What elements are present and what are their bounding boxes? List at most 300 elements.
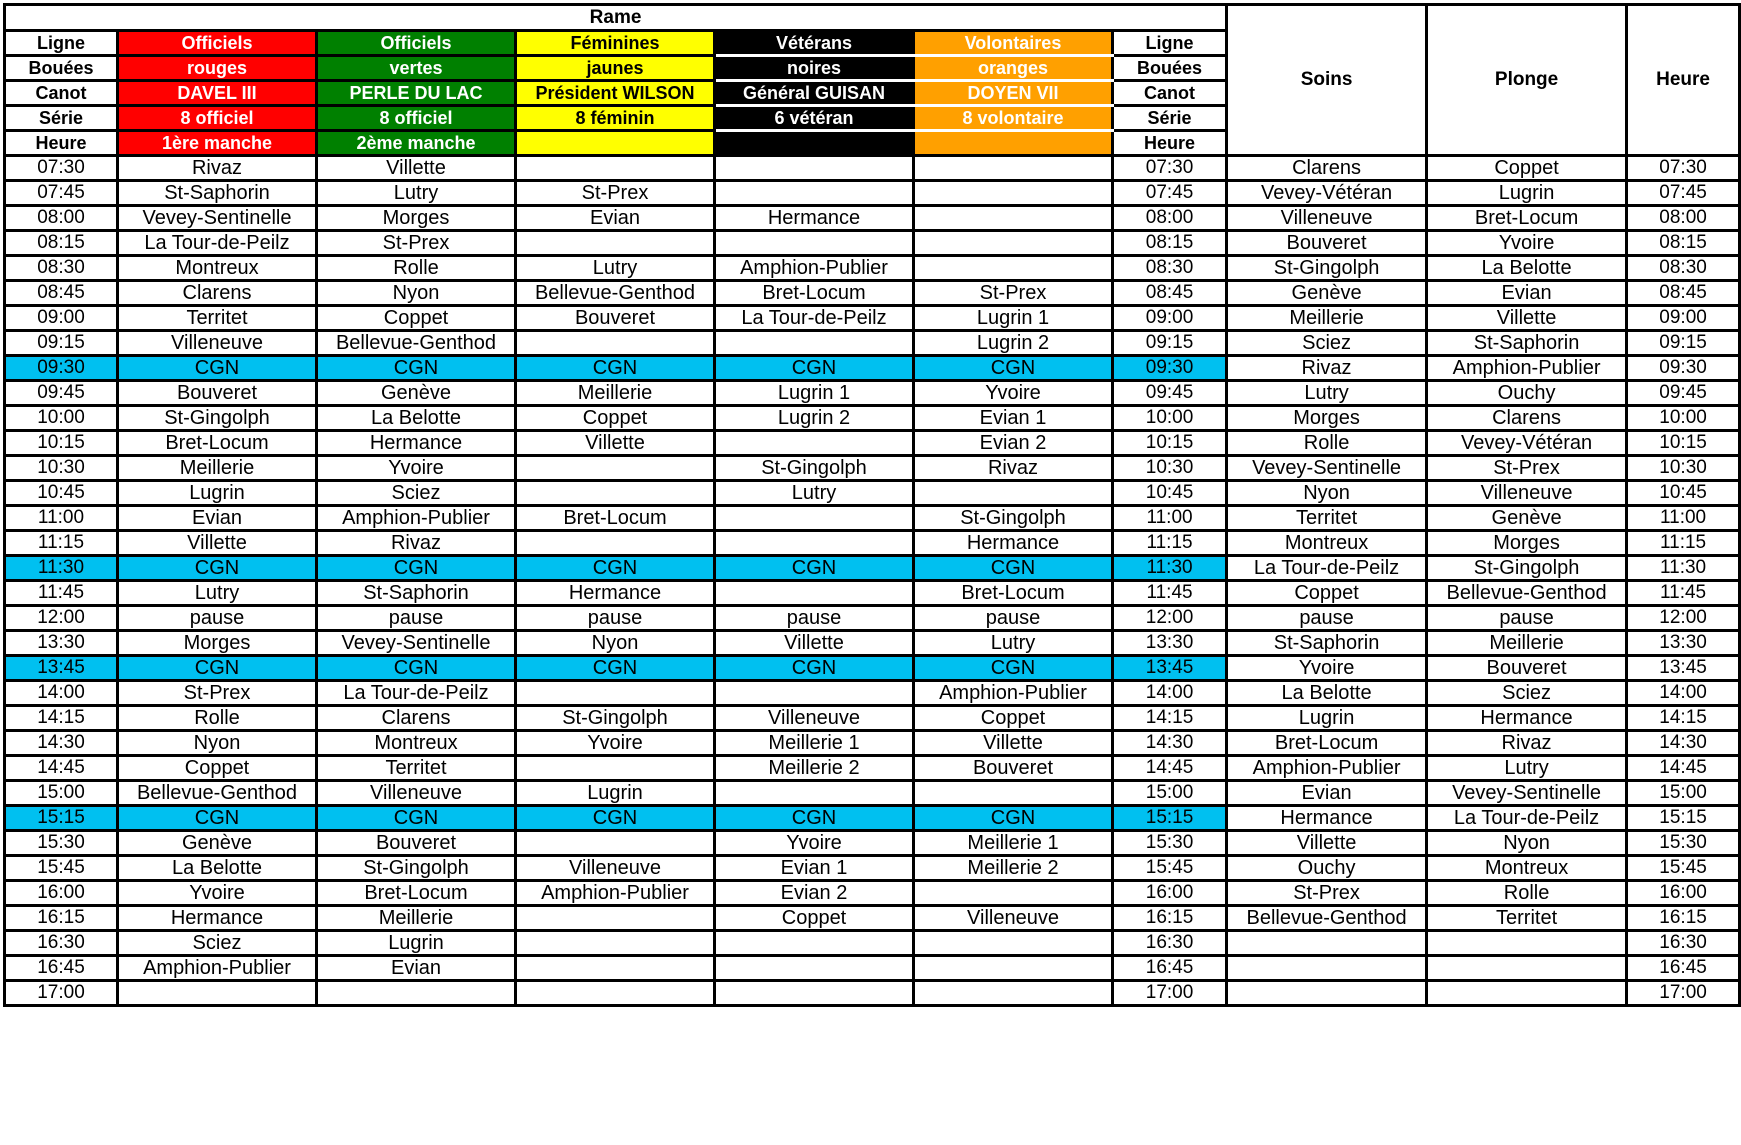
schedule-row [5,831,1740,856]
schedule-row [5,181,1740,206]
time-cell: 15:45 [5,856,118,881]
soins-cell: Lugrin [1227,706,1427,731]
schedule-row [5,256,1740,281]
lane-volontaires-serie: 8 volontaire [914,106,1113,131]
lane-volontaires-cell: Evian 1 [914,406,1113,431]
plonge-cell: La Belotte [1427,256,1627,281]
schedule-row [5,581,1740,606]
lane-veterans-cell [715,781,914,806]
lane-officiels-rouges-serie: 8 officiel [118,106,317,131]
time-cell-mid: 16:45 [1113,956,1227,981]
plonge-cell: St-Saphorin [1427,331,1627,356]
lane-officiels-rouges-cell: Sciez [118,931,317,956]
lane-feminines-cell: Bouveret [516,306,715,331]
plonge-cell: Rolle [1427,881,1627,906]
plonge-cell [1427,981,1627,1006]
section-title: Rame [5,5,1227,31]
lane-veterans-cell [715,181,914,206]
lane-volontaires-cell: Meillerie 1 [914,831,1113,856]
time-cell: 10:45 [5,481,118,506]
soins-cell: Coppet [1227,581,1427,606]
lane-veterans-canot: Général GUISAN [715,81,914,106]
soins-cell [1227,931,1427,956]
schedule-row [5,806,1740,831]
soins-cell: Montreux [1227,531,1427,556]
lane-feminines-cell: Yvoire [516,731,715,756]
lane-officiels-vertes-cell: Bellevue-Genthod [317,331,516,356]
lane-volontaires-cell: Meillerie 2 [914,856,1113,881]
lane-veterans-cell: CGN [715,556,914,581]
time-cell-mid: 11:45 [1113,581,1227,606]
time-cell: 07:45 [5,181,118,206]
lane-feminines-cell [516,681,715,706]
lane-officiels-rouges-cell: CGN [118,806,317,831]
lane-feminines-cell [516,156,715,181]
lane-veterans-cell [715,981,914,1006]
soins-cell: Nyon [1227,481,1427,506]
schedule-sheet [3,3,1738,1142]
plonge-cell: Clarens [1427,406,1627,431]
time-cell-right: 17:00 [1627,981,1740,1006]
time-cell-right: 16:45 [1627,956,1740,981]
lane-officiels-vertes-cell: Montreux [317,731,516,756]
lane-feminines-cell [516,756,715,781]
plonge-cell: Morges [1427,531,1627,556]
lane-feminines-cell: CGN [516,656,715,681]
lane-feminines-canot: Président WILSON [516,81,715,106]
lane-volontaires-cell: Lugrin 2 [914,331,1113,356]
lane-officiels-rouges-cell: Amphion-Publier [118,956,317,981]
time-cell-right: 07:45 [1627,181,1740,206]
lane-feminines-cell [516,531,715,556]
lane-officiels-vertes-cell: Yvoire [317,456,516,481]
side-label-right-canot: Canot [1113,81,1227,106]
lane-officiels-rouges-bouees: rouges [118,56,317,81]
plonge-cell: Villeneuve [1427,481,1627,506]
time-cell: 14:45 [5,756,118,781]
lane-officiels-vertes-cell: CGN [317,806,516,831]
lane-officiels-rouges-cell: Genève [118,831,317,856]
side-label-right-ligne: Ligne [1113,31,1227,56]
schedule-row [5,931,1740,956]
time-cell-mid: 09:45 [1113,381,1227,406]
lane-officiels-vertes-cell: Meillerie [317,906,516,931]
lane-feminines-cell: Villette [516,431,715,456]
schedule-row [5,431,1740,456]
plonge-cell: Bret-Locum [1427,206,1627,231]
schedule-row [5,456,1740,481]
lane-volontaires-cell: Lugrin 1 [914,306,1113,331]
time-cell-mid: 10:45 [1113,481,1227,506]
schedule-row [5,756,1740,781]
schedule-row [5,231,1740,256]
lane-volontaires-cell: CGN [914,556,1113,581]
lane-volontaires-cell: CGN [914,356,1113,381]
plonge-cell: Meillerie [1427,631,1627,656]
lane-officiels-vertes-cell: pause [317,606,516,631]
time-cell-mid: 08:15 [1113,231,1227,256]
soins-cell: Vevey-Sentinelle [1227,456,1427,481]
plonge-cell [1427,956,1627,981]
lane-officiels-vertes-cell: St-Gingolph [317,856,516,881]
time-cell-right: 10:00 [1627,406,1740,431]
soins-cell: Territet [1227,506,1427,531]
lane-veterans-cell: Villette [715,631,914,656]
lane-feminines-ligne: Féminines [516,31,715,56]
time-cell-mid: 11:00 [1113,506,1227,531]
lane-veterans-cell: Hermance [715,206,914,231]
lane-officiels-rouges-cell: Bret-Locum [118,431,317,456]
lane-officiels-rouges-cell: Villeneuve [118,331,317,356]
plonge-cell: Evian [1427,281,1627,306]
time-cell-right: 15:45 [1627,856,1740,881]
lane-officiels-rouges-cell: Lutry [118,581,317,606]
plonge-cell: Coppet [1427,156,1627,181]
soins-cell: St-Saphorin [1227,631,1427,656]
time-cell: 11:45 [5,581,118,606]
lane-feminines-cell [516,231,715,256]
lane-officiels-vertes-cell: Lugrin [317,931,516,956]
time-cell-right: 12:00 [1627,606,1740,631]
time-cell-right: 16:15 [1627,906,1740,931]
plonge-cell: Vevey-Vétéran [1427,431,1627,456]
time-cell-mid: 07:30 [1113,156,1227,181]
schedule-row [5,381,1740,406]
lane-officiels-rouges-cell: CGN [118,556,317,581]
lane-veterans-cell [715,506,914,531]
lane-officiels-vertes-cell: Bret-Locum [317,881,516,906]
lane-volontaires-cell: St-Gingolph [914,506,1113,531]
lane-officiels-vertes-cell: Vevey-Sentinelle [317,631,516,656]
lane-feminines-cell: St-Gingolph [516,706,715,731]
soins-cell [1227,981,1427,1006]
schedule-row [5,906,1740,931]
lane-veterans-bouees: noires [715,56,914,81]
time-cell: 16:45 [5,956,118,981]
lane-officiels-vertes-cell: Genève [317,381,516,406]
lane-officiels-vertes-cell: St-Saphorin [317,581,516,606]
side-label-right-serie: Série [1113,106,1227,131]
lane-officiels-vertes-cell: La Belotte [317,406,516,431]
time-cell-mid: 10:30 [1113,456,1227,481]
lane-officiels-vertes-bouees: vertes [317,56,516,81]
time-cell-mid: 17:00 [1113,981,1227,1006]
lane-volontaires-cell: CGN [914,806,1113,831]
lane-volontaires-cell: Amphion-Publier [914,681,1113,706]
time-cell-right: 10:30 [1627,456,1740,481]
lane-officiels-vertes-serie: 8 officiel [317,106,516,131]
lane-volontaires-cell: Villeneuve [914,906,1113,931]
plonge-cell: Vevey-Sentinelle [1427,781,1627,806]
time-cell-right: 08:00 [1627,206,1740,231]
lane-officiels-rouges-cell: Morges [118,631,317,656]
time-cell-mid: 09:00 [1113,306,1227,331]
time-cell-right: 10:45 [1627,481,1740,506]
lane-veterans-cell [715,431,914,456]
lane-officiels-rouges-cell: St-Prex [118,681,317,706]
plonge-cell: Yvoire [1427,231,1627,256]
lane-officiels-rouges-cell: pause [118,606,317,631]
schedule-row [5,781,1740,806]
lane-volontaires-ligne: Volontaires [914,31,1113,56]
time-cell-right: 11:45 [1627,581,1740,606]
lane-veterans-cell: Bret-Locum [715,281,914,306]
lane-officiels-vertes-cell: Villette [317,156,516,181]
plonge-cell: Lugrin [1427,181,1627,206]
time-cell: 10:30 [5,456,118,481]
time-cell: 17:00 [5,981,118,1006]
lane-officiels-vertes-cell: Villeneuve [317,781,516,806]
lane-officiels-vertes-cell: Coppet [317,306,516,331]
lane-feminines-cell [516,831,715,856]
plonge-cell: St-Prex [1427,456,1627,481]
schedule-row [5,706,1740,731]
lane-feminines-cell: CGN [516,806,715,831]
time-cell-mid: 08:00 [1113,206,1227,231]
time-cell-mid: 14:30 [1113,731,1227,756]
lane-volontaires-cell [914,781,1113,806]
schedule-row [5,306,1740,331]
time-cell: 08:15 [5,231,118,256]
schedule-row [5,731,1740,756]
lane-officiels-rouges-cell: La Belotte [118,856,317,881]
time-cell: 08:45 [5,281,118,306]
soins-cell: Villette [1227,831,1427,856]
time-cell-mid: 15:15 [1113,806,1227,831]
time-cell: 15:00 [5,781,118,806]
side-label-canot: Canot [5,81,118,106]
time-cell-right: 13:30 [1627,631,1740,656]
lane-volontaires-cell: Lutry [914,631,1113,656]
lane-veterans-cell [715,331,914,356]
lane-veterans-cell: Evian 1 [715,856,914,881]
lane-veterans-cell [715,581,914,606]
lane-veterans-cell: Evian 2 [715,881,914,906]
lane-feminines-cell [516,331,715,356]
lane-volontaires-cell: Yvoire [914,381,1113,406]
lane-feminines-cell: CGN [516,356,715,381]
time-cell-right: 08:15 [1627,231,1740,256]
lane-officiels-rouges-cell: La Tour-de-Peilz [118,231,317,256]
lane-officiels-vertes-cell: Territet [317,756,516,781]
lane-feminines-cell: Evian [516,206,715,231]
lane-officiels-rouges-cell: Rivaz [118,156,317,181]
time-cell-mid: 15:45 [1113,856,1227,881]
lane-veterans-cell: Villeneuve [715,706,914,731]
time-cell-right: 15:30 [1627,831,1740,856]
time-cell: 11:30 [5,556,118,581]
lane-feminines-cell: Lugrin [516,781,715,806]
time-cell-mid: 08:45 [1113,281,1227,306]
lane-feminines-bouees: jaunes [516,56,715,81]
soins-cell: Yvoire [1227,656,1427,681]
lane-officiels-vertes-cell: CGN [317,656,516,681]
lane-volontaires-heure [914,131,1113,156]
lane-officiels-rouges-cell: Coppet [118,756,317,781]
lane-feminines-cell [516,456,715,481]
lane-veterans-cell [715,681,914,706]
time-cell-right: 16:00 [1627,881,1740,906]
schedule-row [5,631,1740,656]
time-cell-right: 16:30 [1627,931,1740,956]
lane-veterans-cell [715,931,914,956]
time-cell-mid: 07:45 [1113,181,1227,206]
lane-veterans-cell [715,156,914,181]
lane-volontaires-cell [914,181,1113,206]
lane-officiels-rouges-cell: Clarens [118,281,317,306]
lane-officiels-vertes-cell: Rolle [317,256,516,281]
lane-volontaires-cell: St-Prex [914,281,1113,306]
lane-officiels-vertes-cell: CGN [317,356,516,381]
lane-veterans-cell: Lutry [715,481,914,506]
lane-officiels-vertes-cell: Evian [317,956,516,981]
time-cell: 15:15 [5,806,118,831]
lane-feminines-cell: Hermance [516,581,715,606]
soins-cell: Amphion-Publier [1227,756,1427,781]
plonge-cell: Bouveret [1427,656,1627,681]
time-cell-mid: 09:30 [1113,356,1227,381]
soins-cell: St-Gingolph [1227,256,1427,281]
lane-veterans-cell [715,956,914,981]
plonge-cell: Ouchy [1427,381,1627,406]
soins-cell: Hermance [1227,806,1427,831]
lane-feminines-cell: Bret-Locum [516,506,715,531]
soins-cell: Rolle [1227,431,1427,456]
time-cell-mid: 14:00 [1113,681,1227,706]
lane-volontaires-cell [914,481,1113,506]
lane-officiels-rouges-cell: Evian [118,506,317,531]
time-cell-mid: 15:00 [1113,781,1227,806]
schedule-row [5,656,1740,681]
soins-cell: Meillerie [1227,306,1427,331]
time-cell: 10:15 [5,431,118,456]
side-label-serie: Série [5,106,118,131]
lane-officiels-rouges-cell: Lugrin [118,481,317,506]
lane-officiels-rouges-cell: Vevey-Sentinelle [118,206,317,231]
time-cell-mid: 15:30 [1113,831,1227,856]
lane-veterans-serie: 6 vétéran [715,106,914,131]
schedule-row [5,356,1740,381]
schedule-row [5,981,1740,1006]
plonge-cell: Amphion-Publier [1427,356,1627,381]
soins-cell: Bellevue-Genthod [1227,906,1427,931]
schedule-row [5,531,1740,556]
time-cell: 08:30 [5,256,118,281]
schedule-row [5,331,1740,356]
soins-cell: Vevey-Vétéran [1227,181,1427,206]
plonge-cell: Montreux [1427,856,1627,881]
time-cell: 14:00 [5,681,118,706]
time-cell-mid: 16:00 [1113,881,1227,906]
time-cell-right: 14:15 [1627,706,1740,731]
lane-veterans-cell: Yvoire [715,831,914,856]
lane-volontaires-cell: Villette [914,731,1113,756]
lane-officiels-vertes-cell: Rivaz [317,531,516,556]
plonge-cell: Genève [1427,506,1627,531]
time-cell-right: 08:45 [1627,281,1740,306]
lane-officiels-vertes-cell: St-Prex [317,231,516,256]
time-cell-mid: 10:00 [1113,406,1227,431]
time-cell: 08:00 [5,206,118,231]
lane-volontaires-cell [914,156,1113,181]
time-cell: 14:30 [5,731,118,756]
lane-officiels-rouges-cell: Hermance [118,906,317,931]
lane-officiels-rouges-ligne: Officiels [118,31,317,56]
soins-cell: Rivaz [1227,356,1427,381]
time-cell-mid: 08:30 [1113,256,1227,281]
lane-veterans-cell: Amphion-Publier [715,256,914,281]
soins-cell: Bouveret [1227,231,1427,256]
soins-cell: St-Prex [1227,881,1427,906]
lane-veterans-cell [715,531,914,556]
lane-volontaires-cell: Hermance [914,531,1113,556]
lane-volontaires-cell: Coppet [914,706,1113,731]
soins-cell: Genève [1227,281,1427,306]
lane-officiels-rouges-cell: CGN [118,356,317,381]
lane-volontaires-bouees: oranges [914,56,1113,81]
time-cell: 10:00 [5,406,118,431]
time-cell-mid: 10:15 [1113,431,1227,456]
rowing-schedule-table [3,3,1741,1007]
schedule-row [5,481,1740,506]
lane-veterans-cell: Lugrin 1 [715,381,914,406]
soins-cell [1227,956,1427,981]
lane-volontaires-cell [914,206,1113,231]
time-cell: 16:00 [5,881,118,906]
soins-cell: Bret-Locum [1227,731,1427,756]
lane-feminines-cell [516,906,715,931]
lane-feminines-cell: St-Prex [516,181,715,206]
soins-cell: Villeneuve [1227,206,1427,231]
time-cell: 15:30 [5,831,118,856]
time-cell-right: 09:00 [1627,306,1740,331]
lane-feminines-cell: Amphion-Publier [516,881,715,906]
lane-officiels-rouges-cell: Montreux [118,256,317,281]
lane-officiels-rouges-cell: Bellevue-Genthod [118,781,317,806]
lane-officiels-vertes-cell: Amphion-Publier [317,506,516,531]
time-cell: 13:30 [5,631,118,656]
lane-officiels-vertes-cell: Bouveret [317,831,516,856]
time-cell: 09:15 [5,331,118,356]
time-cell-mid: 14:15 [1113,706,1227,731]
schedule-row [5,881,1740,906]
lane-feminines-cell [516,481,715,506]
lane-officiels-vertes-cell: Clarens [317,706,516,731]
lane-officiels-vertes-ligne: Officiels [317,31,516,56]
lane-officiels-vertes-cell: Lutry [317,181,516,206]
lane-volontaires-cell [914,231,1113,256]
lane-officiels-rouges-cell: CGN [118,656,317,681]
lane-veterans-heure [715,131,914,156]
schedule-row [5,556,1740,581]
soins-cell: pause [1227,606,1427,631]
time-cell-right: 09:15 [1627,331,1740,356]
schedule-row [5,506,1740,531]
time-cell-right: 10:15 [1627,431,1740,456]
plonge-cell: Sciez [1427,681,1627,706]
lane-veterans-ligne: Vétérans [715,31,914,56]
lane-officiels-rouges-cell: Bouveret [118,381,317,406]
time-cell-right: 07:30 [1627,156,1740,181]
soins-cell: Ouchy [1227,856,1427,881]
plonge-cell: Hermance [1427,706,1627,731]
lane-officiels-rouges-cell: Villette [118,531,317,556]
lane-veterans-cell: CGN [715,806,914,831]
lane-feminines-cell: CGN [516,556,715,581]
lane-feminines-cell: Nyon [516,631,715,656]
lane-officiels-vertes-cell: Nyon [317,281,516,306]
lane-officiels-rouges-cell: Meillerie [118,456,317,481]
